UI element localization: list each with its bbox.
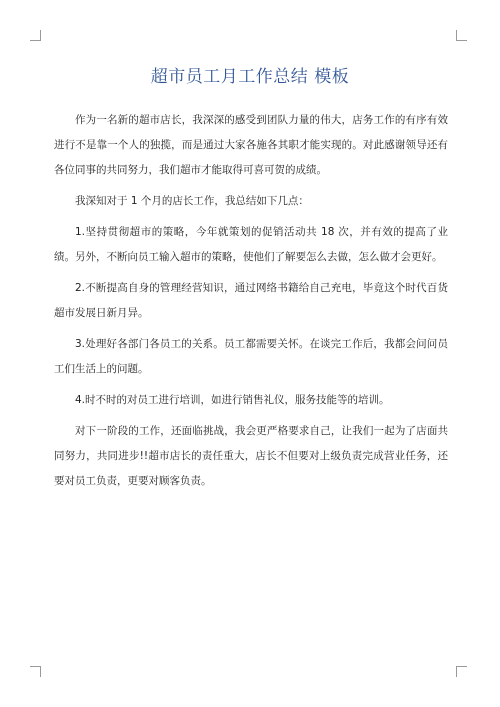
paragraph-point-4: 4.时不时的对员工进行培训，如进行销售礼仪，服务技能等的培训。 [75,394,390,406]
crop-mark-bottom-right [456,666,467,677]
crop-mark-top-right [456,30,467,41]
paragraph-point-3: 3.处理好各部门各员工的关系。员工都需要关怀。在谈完工作后，我都会问问员工们生活上的问题。 [54,338,448,375]
document-body [54,108,448,494]
crop-mark-top-left [30,30,41,41]
paragraph-point-2: 2.不断提高自身的管理经营知识，通过网络书籍给自己充电，毕竟这个时代百货超市发展日新月异。 [54,282,448,319]
paragraph-point-1: 1.坚持贯彻超市的策略，今年就策划的促销活动共 18 次，并有效的提高了业绩。另外，不断向员工输入超市的策略，使他们了解要怎么去做，怎么做才会更好。 [54,226,448,263]
paragraph-closing: 对下一阶段的工作，还面临挑战，我会更严格要求自己，让我们一起为了店面共同努力，共同进步!!超市店长的责任重大，店长不但要对上级负责完成营业任务，还要对员工负责，更要对顾客负责。 [54,425,448,487]
crop-mark-bottom-left [30,666,41,677]
paragraph-intro: 作为一名新的超市店长，我深深的感受到团队力量的伟大，店务工作的有序有效进行不是靠一个人的独揽，而是通过大家各施各其职才能实现的。对此感谢领导还有各位同事的共同努力，我们超市才能取得可喜可贺的成绩。 [54,114,448,176]
paragraph-summary-lead: 我深知对于 1 个月的店长工作，我总结如下几点： [75,195,309,207]
document-title: 超市员工月工作总结 模板 [150,67,350,87]
